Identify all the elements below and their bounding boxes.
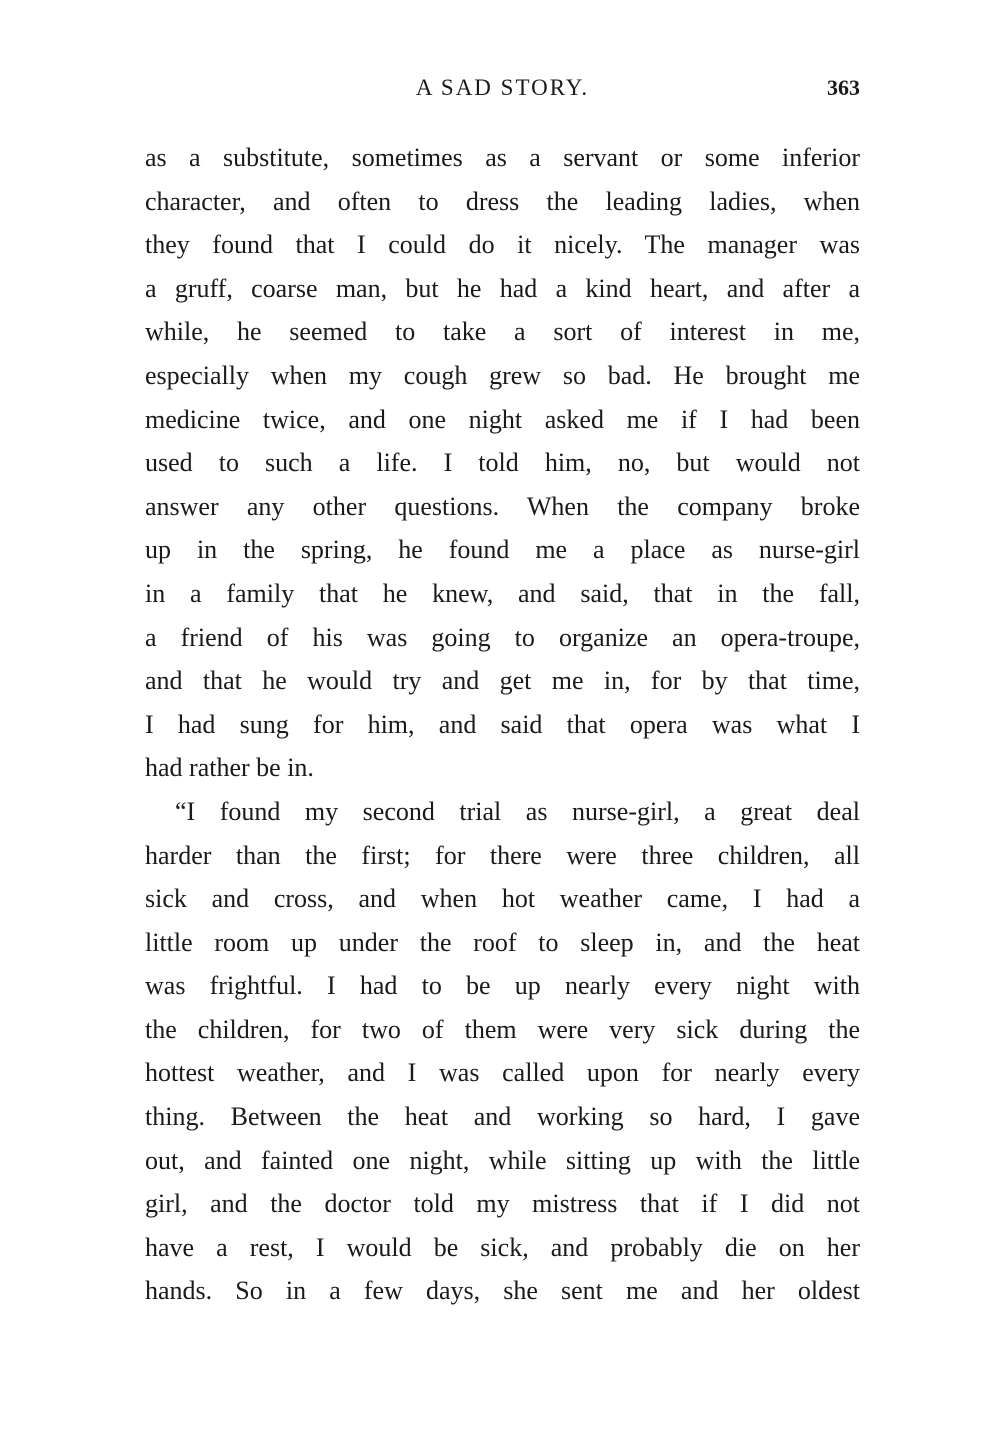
text-line: a friend of his was going to organize an opera-troupe,: [145, 622, 860, 652]
text-line: the children, for two of them were very sick during the: [145, 1014, 860, 1044]
text-line: a gruff, coarse man, but he had a kind heart, and after a: [145, 273, 860, 303]
text-line: they found that I could do it nicely. The manager was: [145, 230, 860, 260]
text-line: and that he would try and get me in, for by that time,: [145, 666, 860, 696]
text-line: thing. Between the heat and working so hard, I gave: [145, 1102, 860, 1132]
text-line: medicine twice, and one night asked me if I had been: [145, 404, 860, 434]
text-line: used to such a life. I told him, no, but would not: [145, 448, 860, 478]
page-number: 363: [827, 75, 860, 100]
text-line: as a substitute, sometimes as a servant or some inferior: [145, 143, 860, 172]
chapter-title: A SAD STORY.: [415, 75, 590, 100]
text-line: out, and fainted one night, while sitting up with the little: [145, 1145, 860, 1175]
text-line: in a family that he knew, and said, that in the fall,: [145, 578, 860, 608]
text-line: was frightful. I had to be up nearly every night with: [145, 971, 860, 1001]
text-line: I had sung for him, and said that opera was what I: [145, 709, 860, 739]
text-line: harder than the first; for there were three children, all: [145, 840, 860, 870]
text-line: “I found my second trial as nurse-girl, a great deal: [175, 796, 860, 826]
text-line: sick and cross, and when hot weather came, I had a: [145, 884, 860, 914]
body-text: [145, 136, 860, 1313]
text-line: girl, and the doctor told my mistress that if I did not: [145, 1189, 860, 1219]
text-line: especially when my cough grew so bad. He brought me: [145, 360, 860, 390]
text-line: answer any other questions. When the company broke: [145, 491, 860, 521]
text-line: little room up under the roof to sleep in, and the heat: [145, 927, 860, 957]
text-line: up in the spring, he found me a place as nurse-girl: [145, 535, 860, 565]
text-line: had rather be in.: [145, 753, 314, 783]
running-head: [145, 70, 860, 106]
text-line: have a rest, I would be sick, and probably die on her: [145, 1232, 860, 1262]
text-line: hottest weather, and I was called upon for nearly every: [145, 1058, 860, 1088]
text-line: while, he seemed to take a sort of interest in me,: [145, 317, 860, 347]
text-line: hands. So in a few days, she sent me and her oldest: [145, 1276, 860, 1306]
text-line: character, and often to dress the leading ladies, when: [145, 186, 860, 216]
